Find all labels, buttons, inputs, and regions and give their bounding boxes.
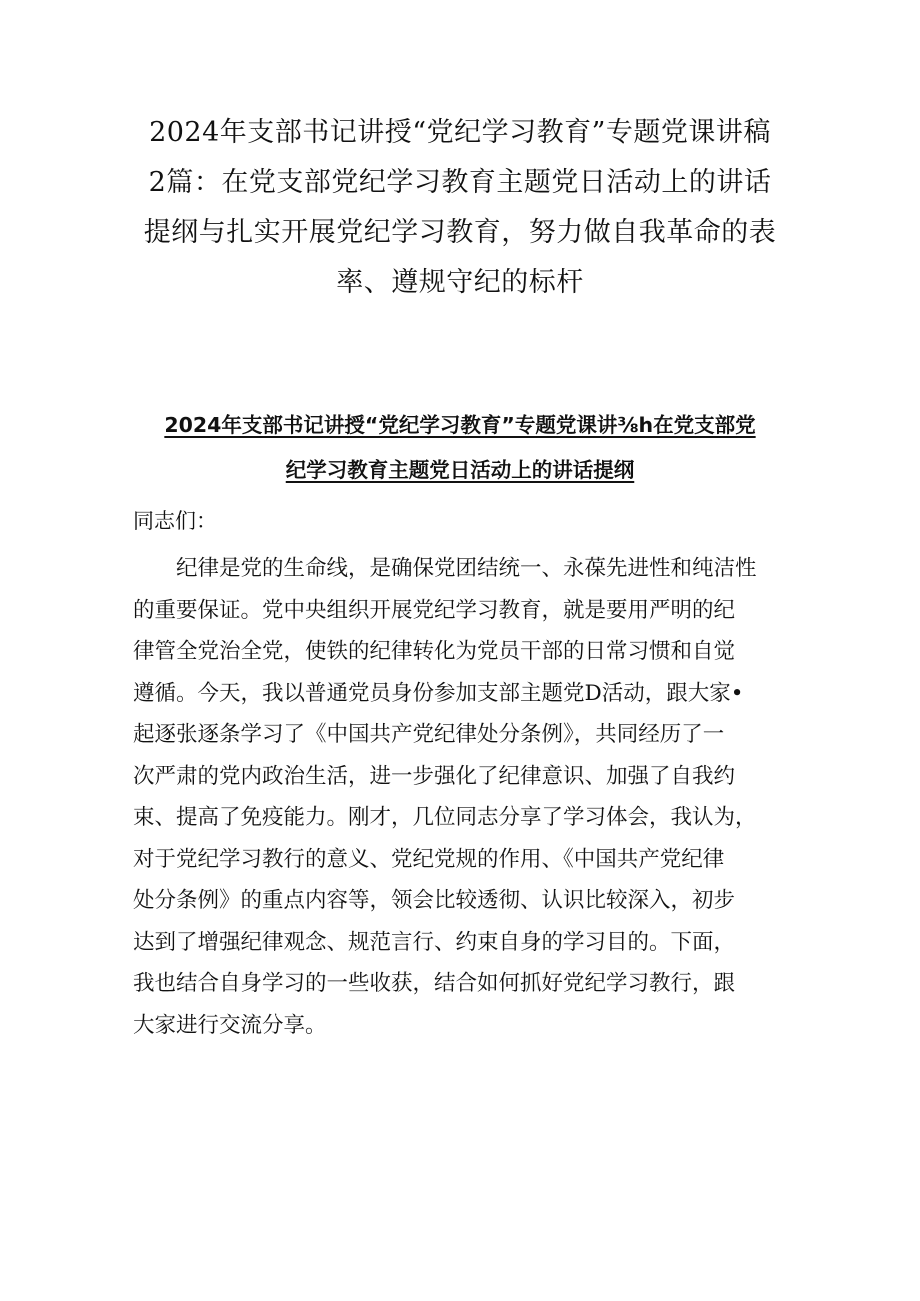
body-line: 我也结合自身学习的一些收获，结合如何抓好党纪学习教行，跟 <box>133 971 736 996</box>
body-line: 大家进行交流分享。 <box>133 1012 327 1038</box>
body-line: 起逐张逐条学习了《中国共产党纪律处分条例》，共同经历了一 <box>133 722 725 747</box>
title-line: 提纲与扎实开展党纪学习教育，努力做自我革命的表 <box>143 217 777 248</box>
body-line: 对于党纪学习教行的意义、党纪党规的作用、《中国共产党纪律 <box>133 846 725 872</box>
subtitle-line: 2024年支部书记讲授“党纪学习教育”专题党课讲⅜h在党支部党 <box>164 413 756 437</box>
body-line: 遵循。今天，我以普通党员身份参加支部主题党D活动，跟大家• <box>133 680 744 706</box>
title-line: 2篇：在党支部党纪学习教育主题党日活动上的讲话 <box>148 167 772 198</box>
document-title <box>120 108 800 308</box>
body-line: 次严肃的党内政治生活，进一步强化了纪律意识、加强了自我约 <box>133 763 736 789</box>
title-line: 2024年支部书记讲授“党纪学习教育”专题党课讲稿 <box>149 117 771 148</box>
body-line: 的重要保证。党中央组织开展党纪学习教育，就是要用严明的纪 <box>133 597 736 623</box>
body-paragraph <box>133 548 793 1046</box>
body-line: 纪律是党的生命线，是确保党团结统一、永葆先进性和纯洁性 <box>176 556 757 581</box>
body-line: 律管全党治全党，使铁的纪律转化为党员干部的日常习惯和自觉 <box>133 639 736 664</box>
subtitle-line: 纪学习教育主题党日活动上的讲话提纲 <box>285 458 635 482</box>
title-line: 率、遵规守纪的标杆 <box>336 267 584 298</box>
body-line: 处分条例》的重点内容等，领会比较透彻、认识比较深入，初步 <box>133 888 736 913</box>
body-line: 束、提高了免疫能力。刚才，几位同志分享了学习体会，我认为， <box>133 805 757 830</box>
section-subtitle <box>120 403 800 493</box>
body-line: 达到了增强纪律观念、规范言行、约束自身的学习目的。下面， <box>133 929 736 955</box>
greeting: 同志们： <box>133 509 217 533</box>
